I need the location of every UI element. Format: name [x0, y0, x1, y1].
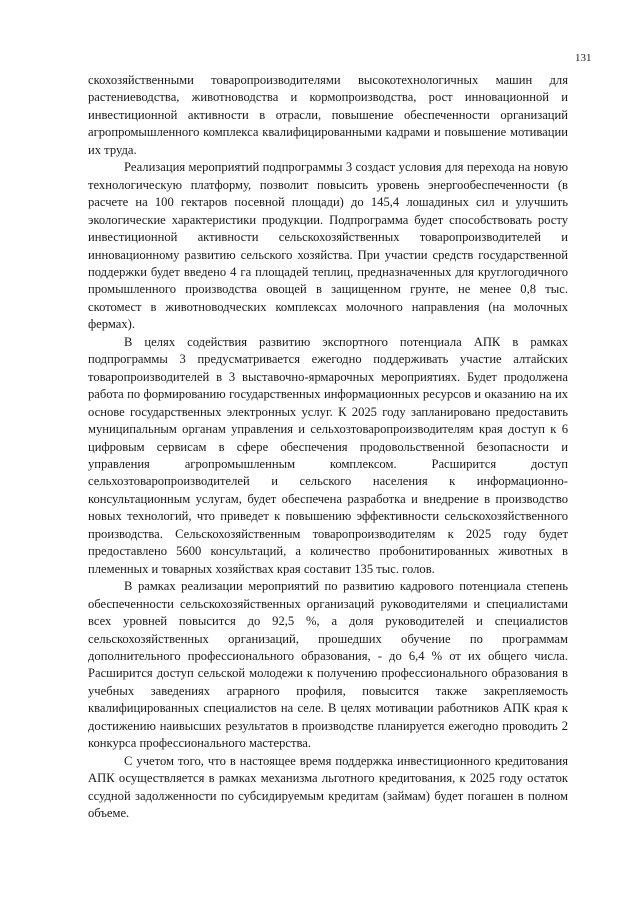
paragraph-personnel: В рамках реализации мероприятий по развитию кадрового потенциала степень обеспеченности сельскохозяйственных организаций руководителями и специалистами всех уровней повысится до 92,5 %, а доля руководителей и специалистов сельскохозяйственных организаций, прошедших обучение по программам дополнительного профессионального образования, - до 6,4 % от их общего числа. Расширится доступ сельской молодежи к получению профессионального образования в учебных заведениях аграрного профиля, повысится также закрепляемость квалифицированных специалистов на селе. В целях мотивации работников АПК края к достижению наивысших результатов в производстве планируется ежегодно проводить 2 конкурса профессионального мастерства.: [88, 579, 568, 751]
paragraph-export-potential: В целях содействия развитию экспортного потенциала АПК в рамках подпрограммы 3 предусматривается ежегодно поддерживать участие алтайских товаропроизводителей в 3 выставочно-ярмарочных мероприятиях. Будет продолжена работа по формированию государственных информационных ресурсов и оказанию на их основе государственных электронных услуг. К 2025 году запланировано предоставить муниципальным органам управления и сельхозтоваропроизводителям края доступ к 6 цифровым сервисам в сфере обеспечения продовольственной безопасности и управления агропромышленным комплексом. Расширится доступ сельхозтоваропроизводителей и сельского населения к информационно-консультационным услугам, будет обеспечена разработка и внедрение в производство новых технологий, что приведет к повышению эффективности сельскохозяйственного производства. Сельскохозяйственным товаропроизводителям к 2025 году будет предоставлено 5600 консультаций, а количество пробонитированных животных в племенных и товарных хозяйствах края составит 135 тыс. голов.: [88, 334, 568, 576]
page-text: [88, 72, 568, 822]
paragraph-credit: С учетом того, что в настоящее время поддержка инвестиционного кредитования АПК осуществляется в рамках механизма льготного кредитования, к 2025 году остаток ссудной задолженности по субсидируемым кредитам (займам) будет погашен в полном объеме.: [88, 753, 568, 821]
paragraph-subprogram-3: Реализация мероприятий подпрограммы 3 создаст условия для перехода на новую технологическую платформу, позволит повысить уровень энергообеспеченности (в расчете на 100 гектаров посевной площади) до 145,4 лошадиных сил и улучшить экологические характеристики продукции. Подпрограмма будет способствовать росту инвестиционной активности сельскохозяйственных товаропроизводителей и инновационному развитию сельского хозяйства. При участии средств государственной поддержки будет введено 4 га площадей теплиц, предназначенных для круглогодичного промышленного производства овощей в защищенном грунте, не менее 0,8 тыс. скотомест в животноводческих комплексах молочного направления (на молочных фермах).: [88, 160, 568, 332]
page-number: 131: [575, 52, 592, 64]
paragraph-continuation: скохозяйственными товаропроизводителями высокотехнологичных машин для растениеводства, животноводства и кормопроизводства, рост инновационной и инвестиционной активности в отрасли, повышение обеспеченности организаций агропромышленного комплекса квалифицированными кадрами и повышение мотивации их труда.: [88, 73, 568, 157]
